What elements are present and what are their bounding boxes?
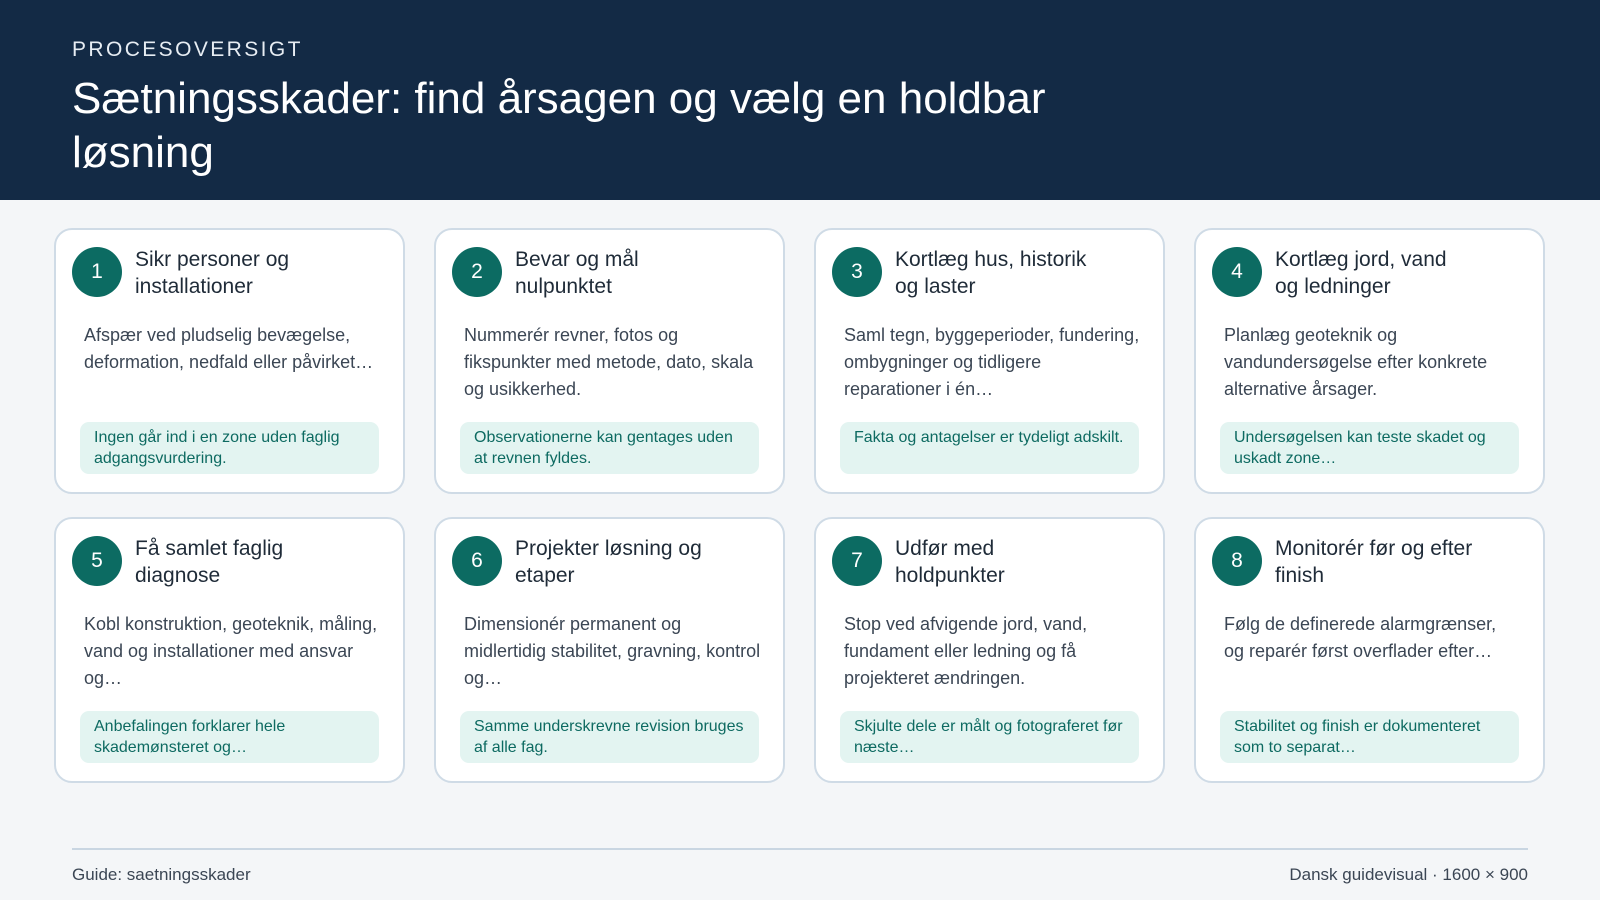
footer-source: Guide: saetningsskader [72, 865, 251, 884]
step-description: Planlæg geoteknik og vandundersøgelse efter konkrete alternative årsager. [1224, 325, 1488, 399]
step-title: Bevar og mål nulpunktet [515, 248, 639, 298]
step-title: Få samlet faglig diagnose [135, 537, 284, 587]
step-title: Kortlæg jord, vand og ledninger [1275, 248, 1447, 298]
step-criterion-note: Fakta og antagelser er tydeligt adskilt. [840, 422, 1139, 474]
step-description: Afspær ved pludselig bevægelse, deformation, nedfald eller påvirket… [84, 325, 374, 372]
footer-divider [72, 848, 1528, 850]
footer-meta: Dansk guidevisual · 1600 × 900 [1289, 865, 1528, 884]
step-title: Projekter løsning og etaper [515, 537, 702, 587]
step-card-header [452, 535, 761, 611]
step-card-7 [814, 517, 1165, 783]
step-criterion-note: Observationerne kan gentages uden at revnen fyldes. [460, 422, 759, 474]
step-criterion-note: Skjulte dele er målt og fotograferet før næste… [840, 711, 1139, 763]
step-number-badge: 8 [1212, 536, 1262, 586]
step-card-5 [54, 517, 405, 783]
step-criterion-note: Stabilitet og finish er dokumenteret som to separat… [1220, 711, 1519, 763]
step-number-badge: 6 [452, 536, 502, 586]
step-card-header [72, 535, 381, 611]
step-description: Følg de definerede alarmgrænser, og reparér først overflader efter… [1224, 614, 1497, 661]
step-criterion-note: Anbefalingen forklarer hele skademønsteret og… [80, 711, 379, 763]
step-description: Stop ved afvigende jord, vand, fundament eller ledning og få projekteret ændringen. [844, 614, 1088, 688]
step-card-header [1212, 246, 1521, 322]
step-description: Saml tegn, byggeperioder, fundering, ombygninger og tidligere reparationer i én… [844, 325, 1140, 399]
step-card-2 [434, 228, 785, 494]
step-number-badge: 7 [832, 536, 882, 586]
step-card-8 [1194, 517, 1545, 783]
step-card-header [832, 535, 1141, 611]
step-card-header [72, 246, 381, 322]
step-number-badge: 2 [452, 247, 502, 297]
step-grid [54, 228, 1546, 783]
step-criterion-note: Samme underskrevne revision bruges af alle fag. [460, 711, 759, 763]
step-description: Nummerér revner, fotos og fikspunkter med metode, dato, skala og usikkerhed. [464, 325, 754, 399]
step-title: Sikr personer og installationer [135, 248, 290, 298]
step-card-header [832, 246, 1141, 322]
step-number-badge: 4 [1212, 247, 1262, 297]
step-title: Kortlæg hus, historik og laster [895, 248, 1087, 298]
step-card-4 [1194, 228, 1545, 494]
eyebrow-label: PROCESOVERSIGT [72, 38, 303, 61]
page-title: Sætningsskader: find årsagen og vælg en holdbar løsning [72, 74, 1046, 177]
step-description: Kobl konstruktion, geoteknik, måling, vand og installationer med ansvar og… [84, 614, 378, 688]
step-number-badge: 5 [72, 536, 122, 586]
step-number-badge: 1 [72, 247, 122, 297]
step-number-badge: 3 [832, 247, 882, 297]
step-card-1 [54, 228, 405, 494]
step-criterion-note: Undersøgelsen kan teste skadet og uskadt zone… [1220, 422, 1519, 474]
step-card-header [452, 246, 761, 322]
step-card-3 [814, 228, 1165, 494]
step-card-6 [434, 517, 785, 783]
step-criterion-note: Ingen går ind i en zone uden faglig adgangsvurdering. [80, 422, 379, 474]
step-description: Dimensionér permanent og midlertidig stabilitet, gravning, kontrol og… [464, 614, 761, 688]
step-title: Udfør med holdpunkter [895, 537, 1005, 587]
step-card-header [1212, 535, 1521, 611]
header [0, 0, 1600, 200]
step-title: Monitorér før og efter finish [1275, 537, 1473, 587]
